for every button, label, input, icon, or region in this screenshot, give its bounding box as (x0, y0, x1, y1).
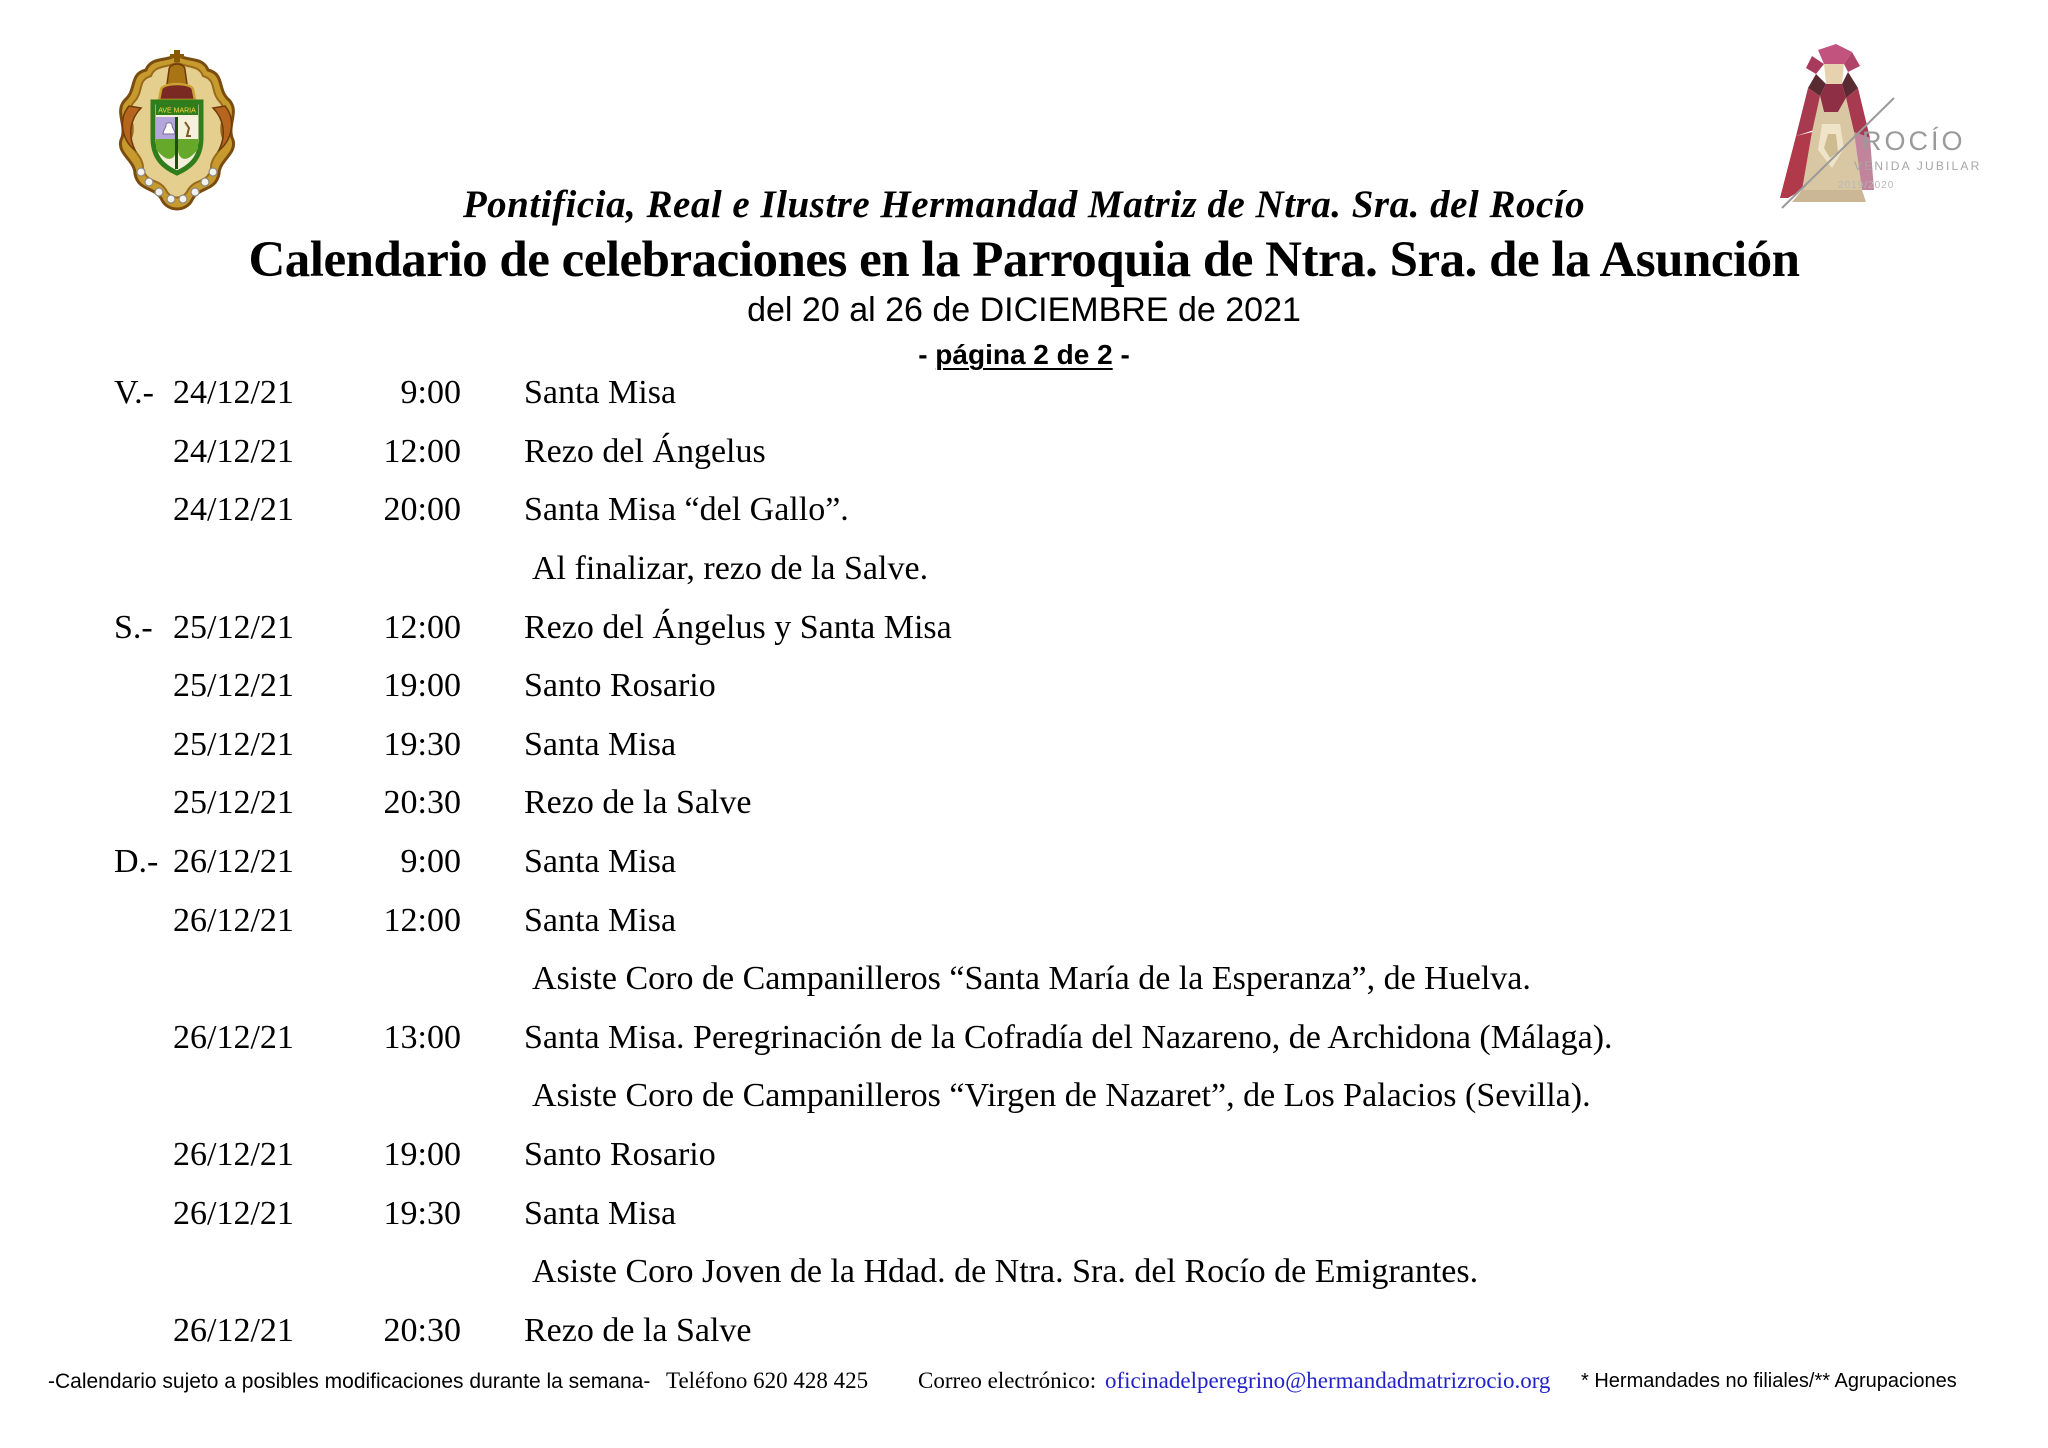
footer-note: -Calendario sujeto a posibles modificaciones durante la semana- (48, 1370, 651, 1393)
date-cell: 26/12/21 (173, 1194, 294, 1232)
time-cell: 19:30 (383, 1194, 461, 1232)
schedule-table (0, 364, 2048, 1360)
event-cell: Santa Misa (524, 374, 677, 412)
date-cell: 25/12/21 (173, 667, 294, 705)
crest-crown (159, 84, 195, 100)
date-cell: 26/12/21 (173, 843, 294, 881)
time-cell: 12:00 (383, 608, 461, 646)
event-cell: Santo Rosario (524, 667, 716, 705)
event-cell: Al finalizar, rezo de la Salve. (532, 550, 929, 588)
schedule-row (0, 1243, 2048, 1302)
time-cell: 19:00 (383, 667, 461, 705)
event-cell: Rezo de la Salve (524, 784, 752, 822)
schedule-row (0, 423, 2048, 482)
footer (0, 1366, 2048, 1400)
date-cell: 26/12/21 (173, 1018, 294, 1056)
event-cell: Rezo del Ángelus (524, 432, 766, 470)
rocio-wordmark: ROCÍO (1862, 126, 1966, 156)
page-indicator-label: página 2 de 2 (935, 339, 1113, 370)
event-cell: Santa Misa (524, 725, 677, 763)
time-cell: 12:00 (383, 901, 461, 939)
date-cell: 25/12/21 (173, 725, 294, 763)
crest-tiara (167, 64, 187, 84)
schedule-row (0, 833, 2048, 892)
event-cell: Santa Misa “del Gallo”. (524, 491, 849, 529)
date-cell: 24/12/21 (173, 432, 294, 470)
day-cell: D.- (114, 843, 159, 881)
page-title: Calendario de celebraciones en la Parroquia de Ntra. Sra. de la Asunción (248, 232, 1800, 288)
date-range-subtitle: del 20 al 26 de DICIEMBRE de 2021 (747, 291, 1301, 329)
schedule-row (0, 598, 2048, 657)
schedule-row (0, 1126, 2048, 1185)
schedule-row (0, 891, 2048, 950)
event-cell: Santa Misa. Peregrinación de la Cofradía del Nazareno, de Archidona (Málaga). (524, 1018, 1613, 1056)
event-cell: Asiste Coro de Campanilleros “Virgen de Nazaret”, de Los Palacios (Sevilla). (532, 1077, 1591, 1115)
footer-phone: Teléfono 620 428 425 (666, 1368, 869, 1393)
footer-email-label: Correo electrónico: (918, 1368, 1097, 1393)
footer-legend: * Hermandades no filiales/** Agrupaciones (1581, 1370, 1957, 1392)
event-cell: Santa Misa (524, 843, 677, 881)
schedule-row (0, 774, 2048, 833)
day-cell: S.- (114, 608, 153, 646)
schedule-row (0, 1009, 2048, 1068)
footer-email-link[interactable]: oficinadelperegrino@hermandadmatrizrocio.org (1105, 1368, 1551, 1393)
time-cell: 19:00 (383, 1136, 461, 1174)
rocio-subtitle: VENIDA JUBILAR (1854, 159, 1981, 173)
event-cell: Santo Rosario (524, 1136, 716, 1174)
date-cell: 26/12/21 (173, 901, 294, 939)
time-cell: 12:00 (383, 432, 461, 470)
event-cell: Rezo del Ángelus y Santa Misa (524, 608, 952, 646)
date-cell: 26/12/21 (173, 1311, 294, 1349)
crest-banner-text: AVE MARIA (158, 107, 196, 115)
time-cell: 20:00 (383, 491, 461, 529)
day-cell: V.- (114, 374, 154, 412)
org-title: Pontificia, Real e Ilustre Hermandad Matriz de Ntra. Sra. del Rocío (462, 183, 1586, 226)
schedule-row (0, 364, 2048, 423)
time-cell: 20:30 (383, 1311, 461, 1349)
time-cell: 13:00 (383, 1018, 461, 1056)
event-cell: Rezo de la Salve (524, 1311, 752, 1349)
time-cell: 20:30 (383, 784, 461, 822)
schedule-row (0, 1184, 2048, 1243)
time-cell: 9:00 (400, 374, 461, 412)
schedule-row (0, 1302, 2048, 1361)
time-cell: 19:30 (383, 725, 461, 763)
time-cell: 9:00 (400, 843, 461, 881)
date-cell: 25/12/21 (173, 784, 294, 822)
date-cell: 25/12/21 (173, 608, 294, 646)
event-cell: Asiste Coro de Campanilleros “Santa María de la Esperanza”, de Huelva. (532, 960, 1531, 998)
event-cell: Santa Misa (524, 901, 677, 939)
schedule-row (0, 1067, 2048, 1126)
crest-cross-arm (170, 54, 184, 58)
schedule-row (0, 950, 2048, 1009)
schedule-row (0, 540, 2048, 599)
rocio-years: 2019/2020 (1838, 180, 1895, 191)
event-cell: Asiste Coro Joven de la Hdad. de Ntra. Sra. del Rocío de Emigrantes. (532, 1253, 1479, 1291)
page-indicator-prefix: - (918, 339, 936, 370)
date-cell: 26/12/21 (173, 1136, 294, 1174)
page-indicator-suffix: - (1112, 339, 1130, 370)
virgin-figure (1780, 44, 1874, 202)
date-cell: 24/12/21 (173, 491, 294, 529)
schedule-row (0, 716, 2048, 775)
event-cell: Santa Misa (524, 1194, 677, 1232)
schedule-row (0, 657, 2048, 716)
crest-divider (175, 117, 178, 169)
schedule-row (0, 481, 2048, 540)
date-cell: 24/12/21 (173, 374, 294, 412)
